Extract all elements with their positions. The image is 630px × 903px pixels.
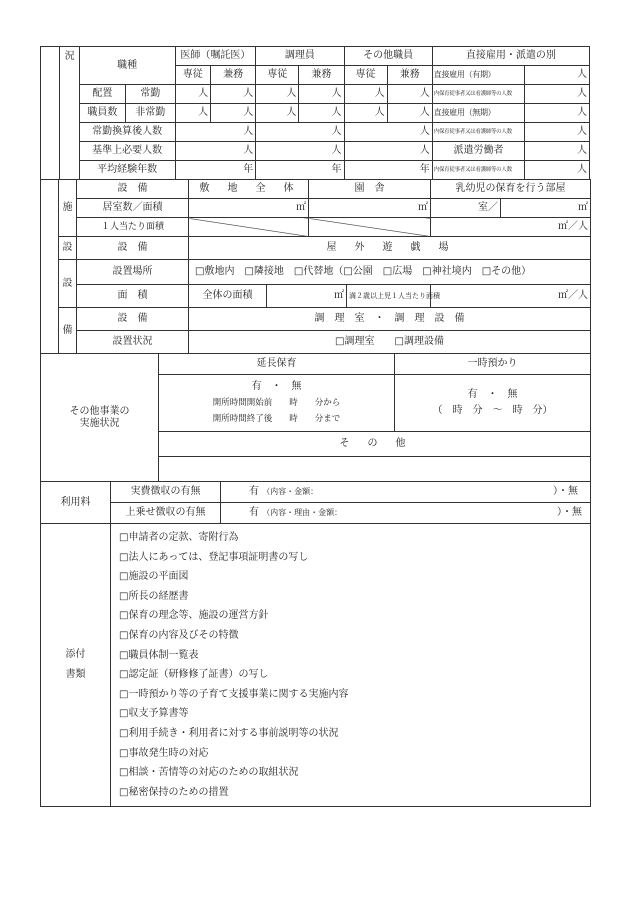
count-field[interactable]: 人: [175, 123, 256, 142]
attach-item[interactable]: □施設の平面図: [119, 571, 189, 583]
shokuin-su-label: 職員数: [79, 104, 125, 123]
emp-muki-label: 直接雇用（無期）: [432, 104, 525, 123]
senju-label: 専従: [256, 66, 299, 85]
facility-side-label: 設: [59, 237, 77, 260]
count-field[interactable]: 人: [525, 85, 590, 104]
shikichi-label: 敷 地 全 体: [189, 180, 309, 199]
attach-item[interactable]: □相談・苦情等の対応のための取組状況: [119, 767, 299, 779]
count-field[interactable]: 人: [175, 104, 211, 123]
attach-item[interactable]: □利用手続き・利用者に対する事前説明等の状況: [119, 727, 339, 739]
facility-side-label: 備: [59, 308, 77, 354]
jokin-label: 常勤: [126, 85, 176, 104]
area-per-person-field[interactable]: ㎡／人: [431, 285, 591, 308]
other-business-label: [41, 354, 159, 482]
count-field[interactable]: 人: [525, 161, 590, 180]
uwanose-field[interactable]: [221, 503, 591, 524]
fee-table: [40, 481, 591, 524]
nyuyoji-label: 乳幼児の保育を行う部屋: [431, 180, 591, 199]
col-doctor: 医師（嘱託医）: [175, 47, 256, 66]
count-field[interactable]: 人: [525, 104, 590, 123]
over2-label: 満２歳以上児１人当たり面積: [347, 285, 431, 308]
before-time[interactable]: 開所時間開始前 時 分から: [212, 398, 341, 408]
haichi-label: 配置: [79, 85, 125, 104]
attach-item[interactable]: □収支予算書等: [119, 708, 189, 720]
heikin-label: 平均経験年数: [79, 161, 175, 180]
attachments-table: [40, 523, 591, 807]
count-field[interactable]: 人: [175, 142, 256, 161]
yu-text: 有: [249, 486, 259, 497]
count-field[interactable]: 人: [344, 123, 432, 142]
col-other-staff: その他職員: [344, 47, 432, 66]
staff-facility-table: [40, 46, 590, 180]
area-field[interactable]: ㎡: [267, 285, 347, 308]
uwanose-label: 上乗せ徴収の有無: [111, 503, 221, 524]
count-field[interactable]: 人: [344, 142, 432, 161]
count-field[interactable]: 人: [387, 104, 432, 123]
encho-content[interactable]: [159, 375, 395, 432]
shokushu-label: 職種: [79, 47, 175, 85]
blank-left-col: [41, 180, 59, 354]
years-field[interactable]: 年: [175, 161, 256, 180]
jokyo-options[interactable]: □調理室 □調理設備: [189, 331, 591, 354]
jokin-kansan-label: 常勤換算後人数: [79, 123, 175, 142]
basho-options[interactable]: □敷地内 □隣接地 □代替地（□公園 □広場 □神社境内 □その他）: [189, 260, 591, 285]
kenmu-label: 兼務: [211, 66, 256, 85]
emp-ikusei-label: 内保育従事者又は看護師等の人数: [432, 161, 525, 180]
uwanose-detail: （内容・理由・金額：: [262, 508, 343, 517]
facility-side-label: 施: [59, 180, 77, 237]
yu-text: 有: [249, 507, 259, 518]
count-field[interactable]: 人: [525, 123, 590, 142]
haken-label: 派遣労働者: [432, 142, 525, 161]
setsubi-label: 設 備: [77, 308, 189, 331]
setsubi-label: 設 備: [77, 180, 189, 199]
hitori-label: １人当たり面積: [77, 218, 189, 237]
okugai-label: 屋 外 遊 戯 場: [189, 237, 591, 260]
attach-label-line1: 添付: [65, 649, 86, 661]
other-label-line2: 実施状況: [79, 417, 120, 429]
sonota-field[interactable]: [159, 457, 591, 482]
ensha-label: 園 舎: [309, 180, 431, 199]
mu-text: ）・無: [557, 507, 582, 518]
attach-item[interactable]: □認定証（研修修了証書）の写し: [119, 669, 269, 681]
ichiji-content[interactable]: [395, 375, 591, 432]
count-field[interactable]: 人: [175, 85, 211, 104]
count-field[interactable]: 人: [299, 85, 344, 104]
jippi-label: 実費徴収の有無: [111, 482, 221, 503]
diagonal-cell: [309, 218, 431, 237]
count-field[interactable]: 人: [256, 123, 344, 142]
jippi-field[interactable]: [221, 482, 591, 503]
chori-label: 調 理 室 ・ 調 理 設 備: [189, 308, 591, 331]
other-business-table: [40, 353, 591, 482]
hijokin-label: 非常勤: [126, 104, 176, 123]
diagonal-cell: [189, 218, 309, 237]
mu-text: ）・無: [553, 486, 578, 497]
after-time[interactable]: 開所時間終了後 時 分まで: [212, 414, 341, 424]
jippi-detail: （内容・金額：: [262, 487, 319, 496]
attach-list: [111, 524, 591, 807]
count-field[interactable]: 人: [256, 85, 299, 104]
attach-item[interactable]: □一時預かり等の子育て支援事業に関する実施内容: [119, 688, 349, 700]
ichiji-label: 一時預かり: [395, 354, 591, 375]
blank-left-col: [41, 47, 60, 180]
status-side-label: 況: [60, 47, 79, 180]
facility-side-label: 設: [59, 260, 77, 308]
room-count-field[interactable]: 室／: [431, 199, 501, 218]
col-employment: 直接雇用・派遣の別: [432, 47, 589, 66]
count-field[interactable]: 人: [387, 85, 432, 104]
attach-item[interactable]: □秘密保持のための措置: [119, 786, 229, 798]
attach-item[interactable]: □職員体制一覧表: [119, 649, 199, 661]
fee-label: 利用料: [41, 482, 111, 524]
count-field[interactable]: 人: [299, 104, 344, 123]
count-field[interactable]: 人: [525, 142, 590, 161]
senju-label: 専従: [175, 66, 211, 85]
kijun-label: 基準上必要人数: [79, 142, 175, 161]
count-field[interactable]: 人: [211, 104, 256, 123]
attach-item[interactable]: □保育の内容及びその特徴: [119, 629, 239, 641]
count-field[interactable]: 人: [256, 142, 344, 161]
sonota-label: そ の 他: [159, 432, 591, 457]
attach-item[interactable]: □所長の経歴書: [119, 590, 189, 602]
attach-label: [41, 524, 111, 807]
attach-item[interactable]: □申請者の定款、寄附行為: [119, 532, 239, 543]
kyoshitsu-label: 居室数／面積: [77, 199, 189, 218]
emp-ikusei-label: 内保育従事者又は看護師等の人数: [432, 123, 525, 142]
area-field[interactable]: ㎡: [189, 199, 309, 218]
area-field[interactable]: ㎡: [501, 199, 591, 218]
emp-ikusei-label: 内保育従事者又は看護師等の人数: [432, 85, 525, 104]
emp-yuki-label: 直接雇用（有期）: [432, 66, 525, 85]
basho-label: 設置場所: [77, 260, 189, 285]
attach-item[interactable]: □法人にあっては、登記事項証明書の写し: [119, 551, 309, 563]
other-label-line1: その他事業の: [69, 405, 130, 417]
attach-label-line2: 書類: [65, 669, 86, 681]
count-field[interactable]: 人: [344, 85, 387, 104]
time-range[interactable]: （ 時 分 ～ 時 分）: [432, 405, 553, 416]
kenmu-label: 兼務: [387, 66, 432, 85]
area-per-person-field[interactable]: ㎡／人: [431, 218, 591, 237]
application-form: [40, 46, 590, 807]
years-field[interactable]: 年: [344, 161, 432, 180]
jokyo-label: 設置状況: [77, 331, 189, 354]
years-field[interactable]: 年: [256, 161, 344, 180]
area-field[interactable]: ㎡: [309, 199, 431, 218]
count-field[interactable]: 人: [256, 104, 299, 123]
senju-label: 専従: [344, 66, 387, 85]
kenmu-label: 兼務: [299, 66, 344, 85]
facility-table: [40, 179, 591, 354]
menseki-label: 面 積: [77, 285, 189, 308]
setsubi-label: 設 備: [77, 237, 189, 260]
col-cook: 調理員: [256, 47, 344, 66]
emp-yuki-value[interactable]: 人: [525, 66, 590, 85]
yu-mu[interactable]: 有 ・ 無: [251, 381, 302, 392]
zentai-label: 全体の面積: [189, 285, 267, 308]
yu-mu[interactable]: 有 ・ 無: [467, 389, 518, 400]
attach-item[interactable]: □保育の理念等、施設の運営方針: [119, 610, 269, 622]
encho-label: 延長保育: [159, 354, 395, 375]
count-field[interactable]: 人: [211, 85, 256, 104]
attach-item[interactable]: □事故発生時の対応: [119, 747, 209, 759]
count-field[interactable]: 人: [344, 104, 387, 123]
